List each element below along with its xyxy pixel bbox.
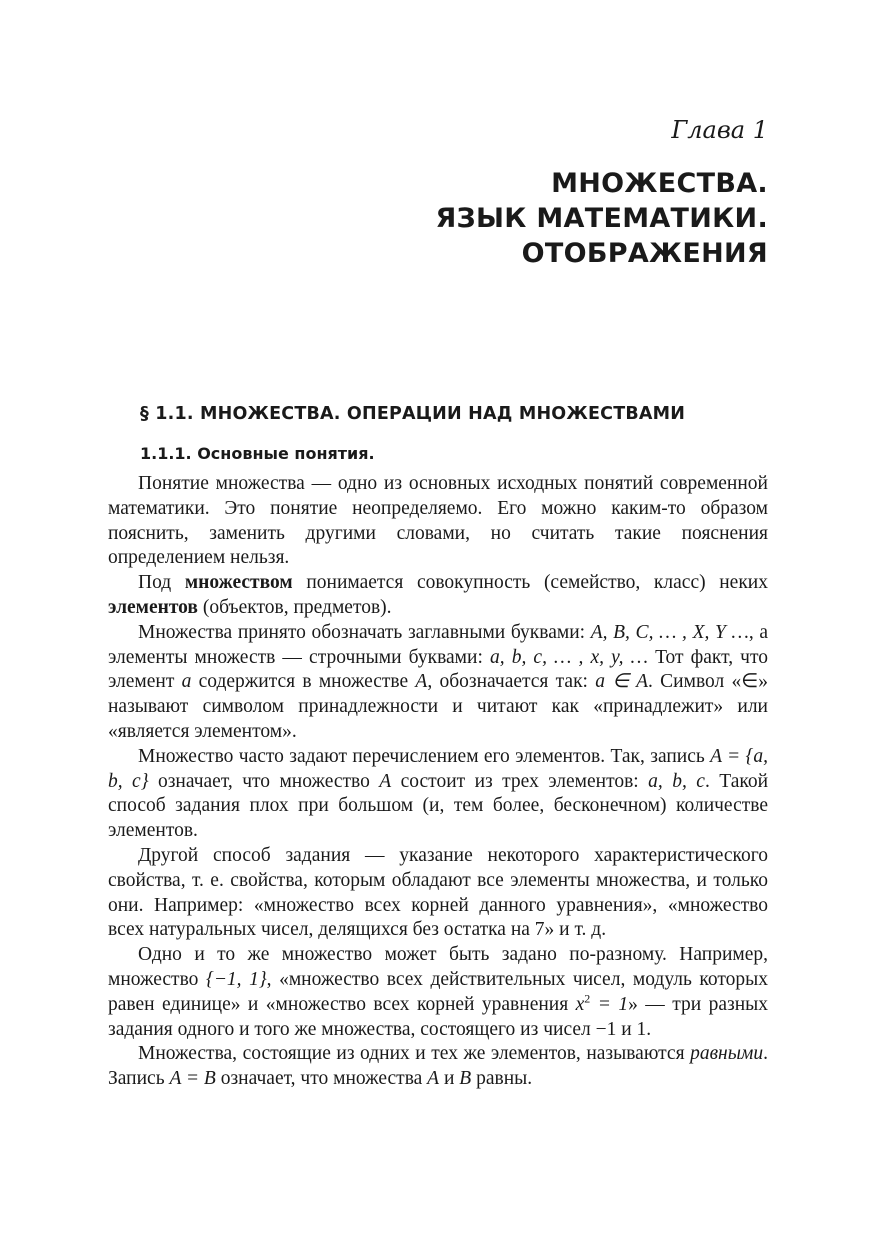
math-expression: a, b, c, … , x, y, … — [489, 646, 648, 668]
subsection-title: 1.1.1. Основные понятия. — [140, 444, 375, 463]
text-run: Одно и то же множество может быть задано по-разному. Например, множество — [108, 944, 768, 990]
math-expression: A, B, C, … , X, Y … — [590, 621, 749, 643]
paragraph — [108, 745, 768, 844]
text-run: , «множество всех действительных чисел, модуль которых равен единице» и «множество всех корней уравнения — [108, 968, 768, 1015]
chapter-title-line: МНОЖЕСТВА. — [551, 168, 768, 199]
text-run: . Запись — [108, 1043, 768, 1090]
paragraph — [108, 943, 768, 1042]
paragraph — [108, 1042, 768, 1092]
text-run: Тот факт, что элемент — [108, 646, 769, 693]
math-expression: a ∈ A — [595, 671, 649, 693]
text-run: Под — [138, 572, 185, 594]
section-title: § 1.1. МНОЖЕСТВА. ОПЕРАЦИИ НАД МНОЖЕСТВАМИ — [140, 404, 686, 424]
chapter-title-line: ЯЗЫК МАТЕМАТИКИ. — [435, 203, 768, 234]
paragraph: Другой способ задания — указание некоторого характеристического свойства, т. е. свойства, которым обладают все элементы множества, и только они. Например: «множество всех корней данного уравнения», «множество всех натуральных чисел, делящихся без остатка на 7» и т. д. — [108, 844, 768, 941]
text-run: . Такой способ задания плох при большом (и, тем более, бесконечном) количестве элементов. — [108, 770, 769, 842]
math-expression: B — [459, 1068, 472, 1090]
text-run: , а элементы множеств — строчными буквами: — [108, 621, 768, 668]
text-run: равны. — [471, 1068, 533, 1090]
text-run: и — [439, 1068, 460, 1090]
math-expression: A = B — [169, 1068, 216, 1090]
text-run: . Символ «∈» называют символом принадлежности и читают как «принадлежит» или «является элементом». — [108, 671, 768, 742]
math-expression: A = {a, b, c} — [108, 745, 768, 792]
text-run: , обозначается так: — [427, 671, 596, 693]
term-set: множеством — [184, 572, 293, 594]
emphasis-term: равными — [690, 1043, 764, 1065]
term-elements: элементов — [108, 596, 198, 618]
chapter-title — [435, 166, 768, 271]
text-run: Множества принято обозначать заглавными буквами: — [138, 621, 591, 643]
text-run: » — три разных задания одного и того же множества, состоящего из чисел −1 и 1. — [108, 993, 768, 1040]
text-run: состоит из трех элементов: — [391, 770, 649, 792]
paragraph — [108, 621, 768, 745]
chapter-title-line: ОТОБРАЖЕНИЯ — [521, 238, 768, 269]
math-expression: A — [379, 770, 392, 792]
math-expression: = 1 — [590, 993, 629, 1015]
math-expression: A — [427, 1068, 440, 1090]
text-run: понимается совокупность (семейство, класс) неких — [292, 572, 768, 594]
math-expression: {−1, 1} — [205, 968, 267, 990]
text-run: Множества, состоящие из одних и тех же элементов, называются — [138, 1043, 691, 1065]
math-expression: A — [415, 671, 428, 693]
math-expression: x — [575, 993, 585, 1015]
text-run: означает, что множества — [215, 1068, 428, 1090]
text-run: (объектов, предметов). — [197, 596, 392, 618]
math-expression: a — [181, 671, 192, 693]
chapter-label: Глава 1 — [671, 116, 768, 144]
text-run: означает, что множество — [148, 770, 380, 792]
superscript: 2 — [584, 991, 591, 1006]
text-run: Множество часто задают перечислением его элементов. Так, запись — [138, 745, 711, 767]
paragraph — [108, 571, 768, 621]
body-text — [108, 472, 768, 1092]
paragraph: Понятие множества — одно из основных исходных понятий современной математики. Это понятие неопределяемо. Его можно каким-то образом пояснить, заменить другими словами, но считать такие пояснения определением нельзя. — [108, 473, 768, 569]
text-run: содержится в множестве — [191, 671, 416, 693]
math-expression: a, b, c — [648, 770, 705, 792]
